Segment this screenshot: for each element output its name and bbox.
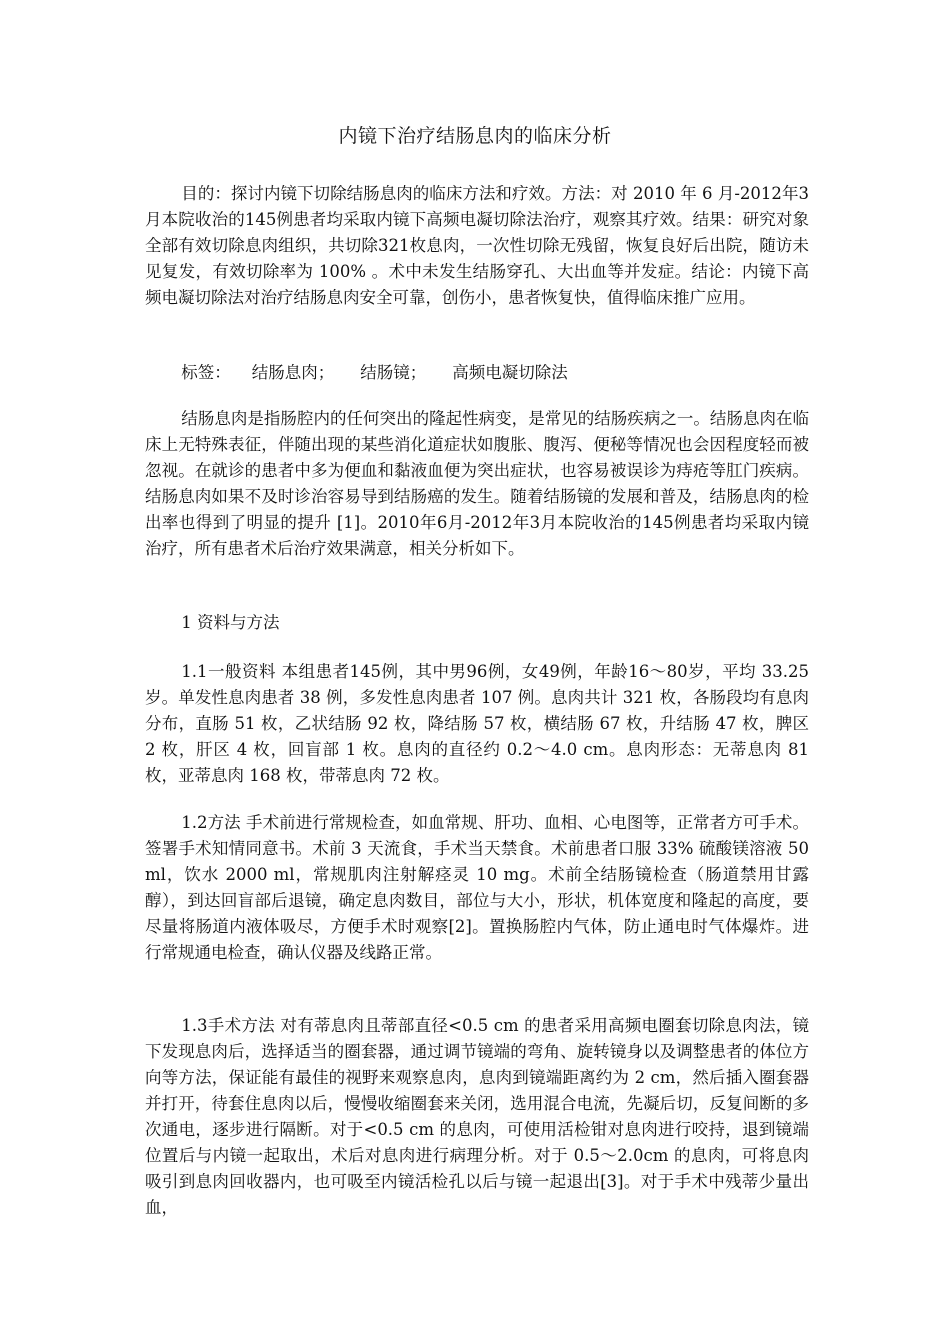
keyword-item: 高频电凝切除法: [452, 363, 568, 382]
subsection-surgical-method: 1.3手术方法 对有蒂息肉且蒂部直径<0.5 cm 的患者采用高频电圈套切除息肉法，镜下发现息肉后，选择适当的圈套器，通过调节镜端的弯角、旋转镜身以及调整患者的体位方向等方法，保证能有最佳的视野来观察息肉，息肉到镜端距离约为 2 cm，然后插入圈套器并打开，待套住息肉以后，慢慢收缩圈套来关闭，选用混合电流，先凝后切，反复间断的多次通电，逐步进行隔断。对于<0.5 cm 的息肉，可使用活检钳对息肉进行咬持，退到镜端位置后与内镜一起取出，术后对息肉进行病理分析。对于 0.5～2.0cm 的息肉，可将息肉吸引到息肉回收器内，也可吸至内镜活检孔以后与镜一起退出[3]。对于手术中残蒂少量出血，: [145, 1016, 809, 1217]
keyword-item: 结肠镜；: [360, 363, 427, 382]
intro-paragraph: 结肠息肉是指肠腔内的任何突出的隆起性病变，是常见的结肠疾病之一。结肠息肉在临床上无特殊表征，伴随出现的某些消化道症状如腹胀、腹泻、便秘等情况也会因程度轻而被忽视。在就诊的患者中多为便血和黏液血便为突出症状，也容易被误诊为痔疮等肛门疾病。结肠息肉如果不及时诊治容易导到结肠癌的发生。随着结肠镜的发展和普及，结肠息肉的检出率也得到了明显的提升 [1]。2010年6月-2012年3月本院收治的145例患者均采取内镜治疗，所有患者术后治疗效果满意，相关分析如下。: [145, 409, 809, 558]
subsection-methods: 1.2方法 手术前进行常规检查，如血常规、肝功、血相、心电图等，正常者方可手术。签署手术知情同意书。术前 3 天流食，手术当天禁食。术前患者口服 33% 硫酸镁溶液 50 ml，饮水 2000 ml，常规肌肉注射解痉灵 10 mg。术前全结肠镜检查（肠道禁用甘露醇），到达回盲部后退镜，确定息肉数目，部位与大小，形状，机体宽度和隆起的高度，要尽量将肠道内液体吸尽，方便手术时观察[2]。置换肠腔内气体，防止通电时气体爆炸。进行常规通电检查，确认仪器及线路正常。: [145, 813, 809, 962]
section-heading: 1 资料与方法: [181, 613, 280, 632]
keywords-label: 标签：: [181, 363, 231, 382]
paper-title: 内镜下治疗结肠息肉的临床分析: [338, 125, 612, 147]
abstract-paragraph: 目的：探讨内镜下切除结肠息肉的临床方法和疗效。方法：对 2010 年 6 月-2012年3月本院收治的145例患者均采取内镜下高频电凝切除法治疗，观察其疗效。结果：研究对象全部有效切除息肉组织，共切除321枚息肉，一次性切除无残留，恢复良好后出院，随访未见复发，有效切除率为 100% 。术中未发生结肠穿孔、大出血等并发症。结论：内镜下高频电凝切除法对治疗结肠息肉安全可靠，创伤小，患者恢复快，值得临床推广应用。: [145, 184, 809, 307]
keywords-line: [145, 360, 809, 386]
keyword-item: 结肠息肉；: [251, 363, 335, 382]
subsection-general-data: 1.1一般资料 本组患者145例，其中男96例，女49例，年龄16～80岁，平均 33.25岁。单发性息肉患者 38 例，多发性息肉患者 107 例。息肉共计 321 枚，各肠段均有息肉分布，直肠 51 枚，乙状结肠 92 枚，降结肠 57 枚，横结肠 67 枚，升结肠 47 枚，脾区 2 枚，肝区 4 枚，回盲部 1 枚。息肉的直径约 0.2～4.0 cm。息肉形态：无蒂息肉 81 枚，亚蒂息肉 168 枚，带蒂息肉 72 枚。: [145, 662, 809, 785]
